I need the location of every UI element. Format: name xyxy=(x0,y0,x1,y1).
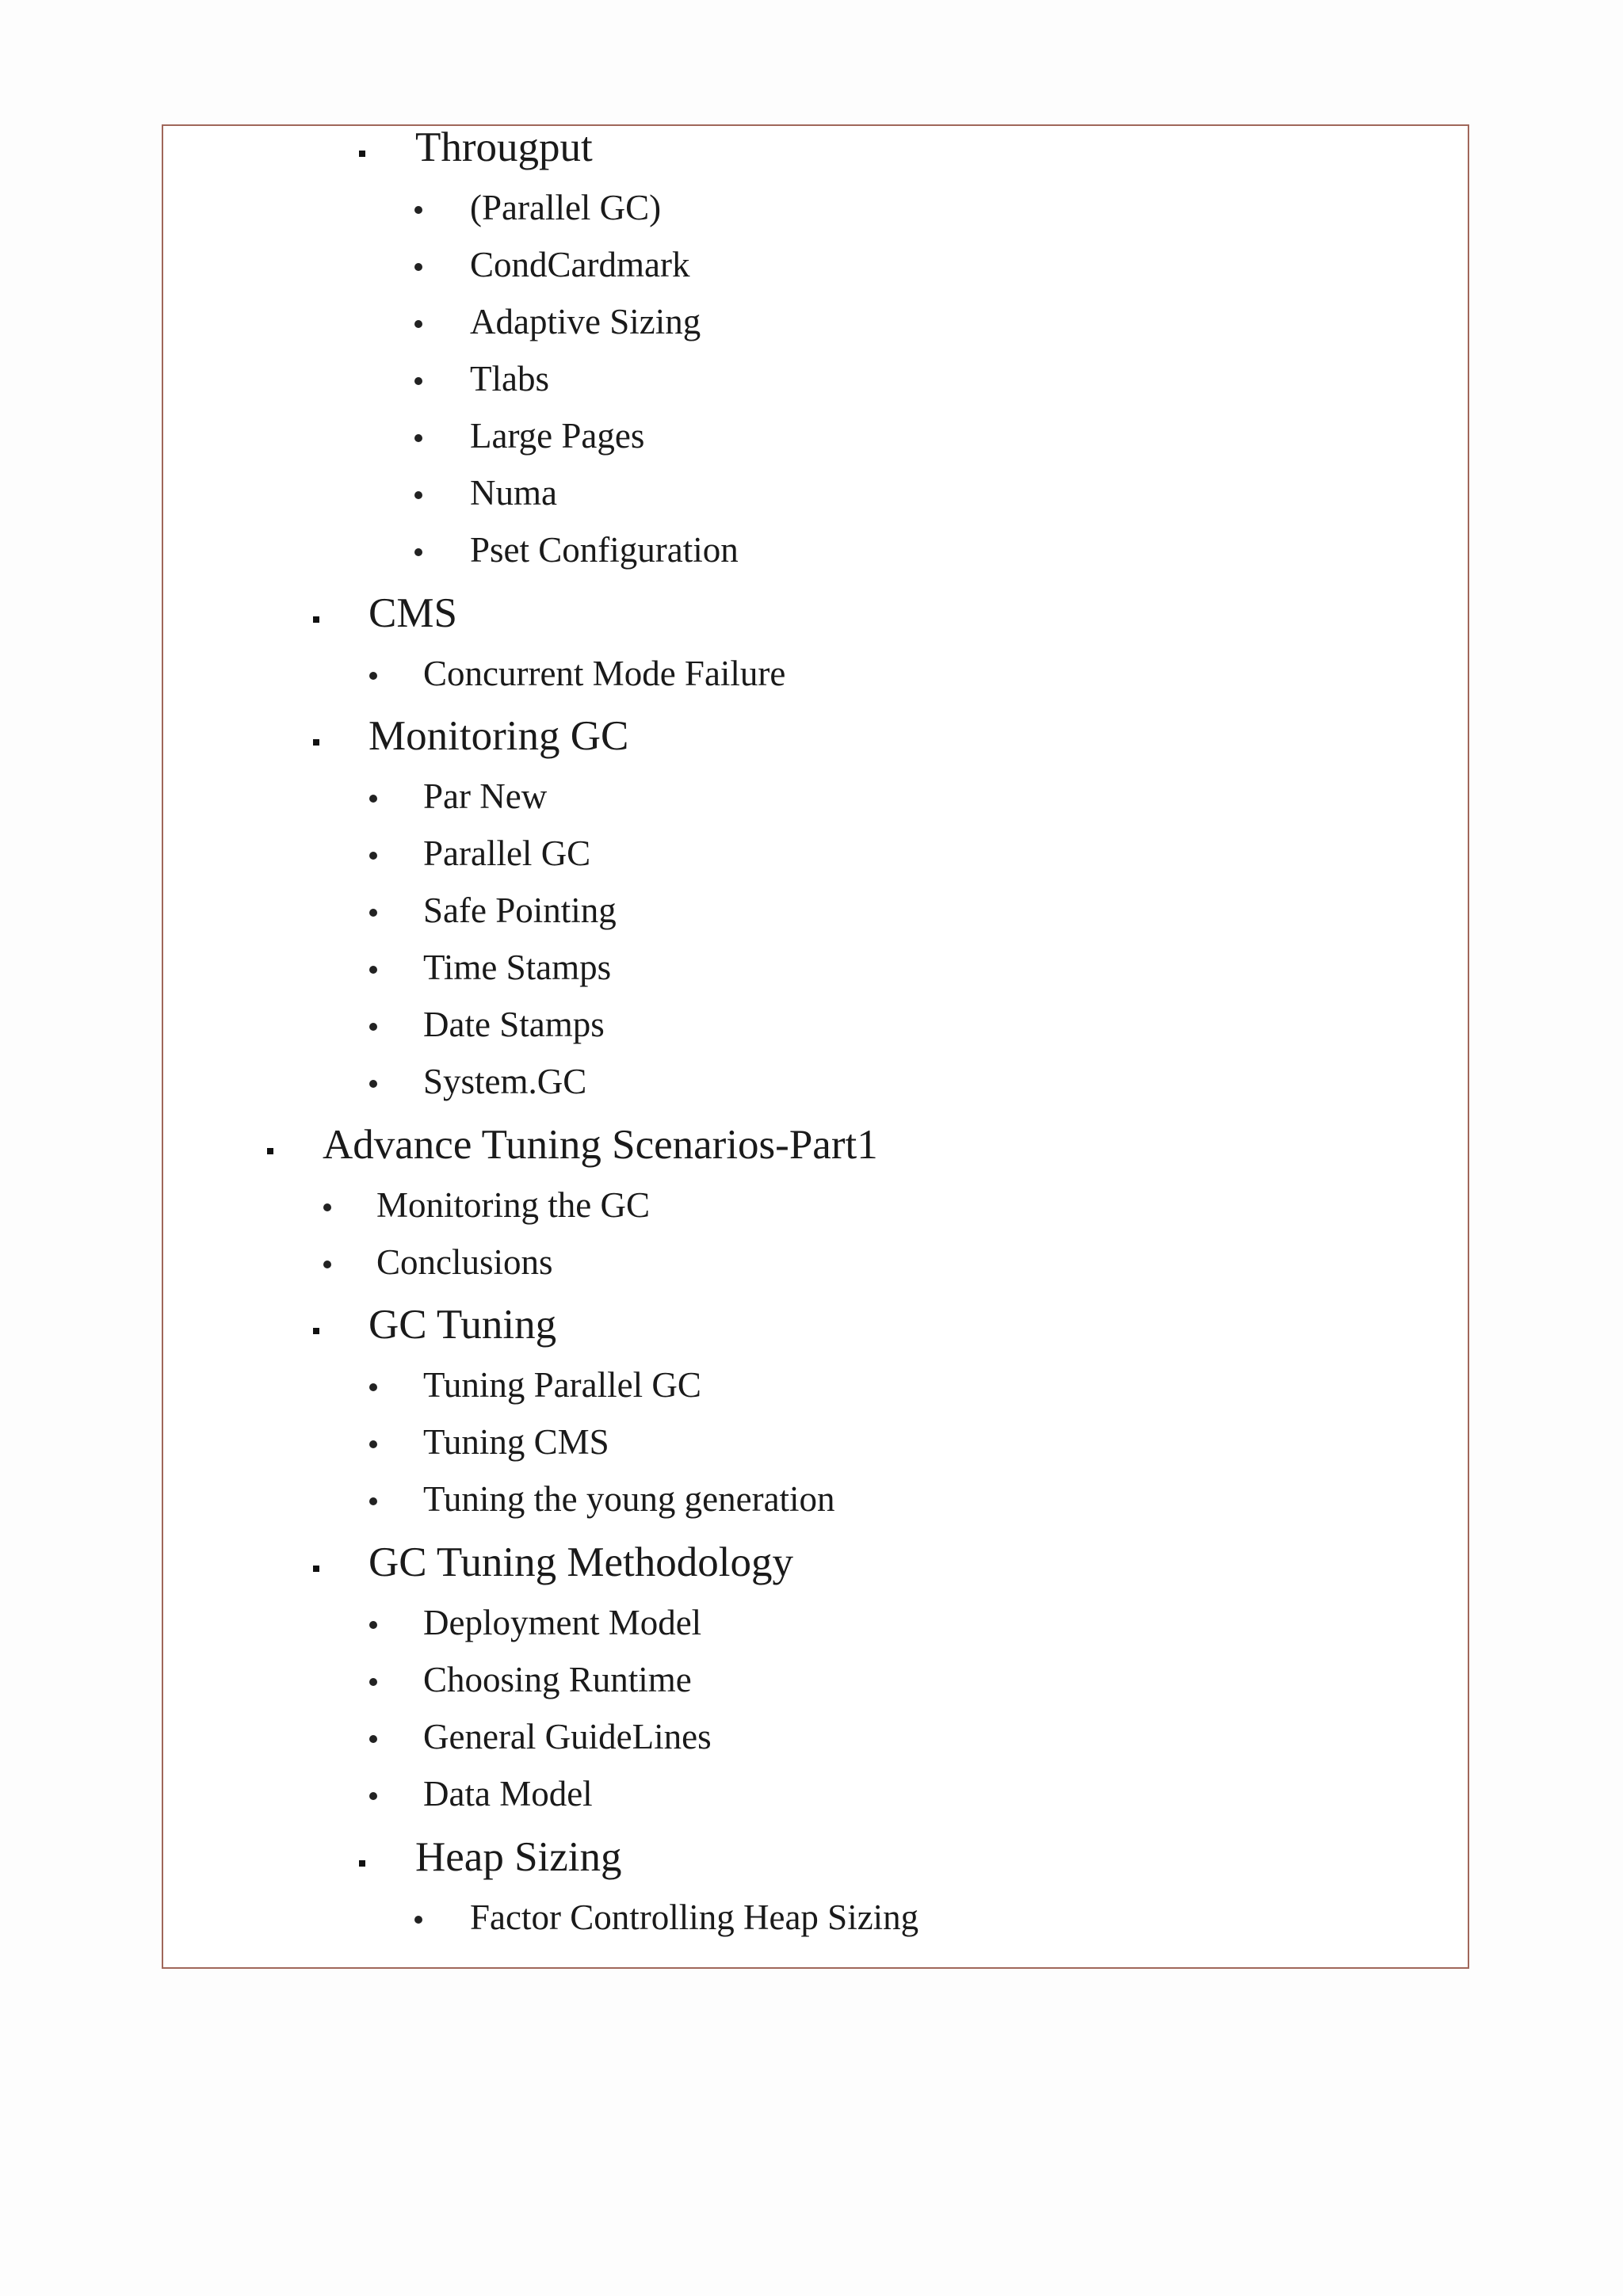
round-bullet-icon xyxy=(414,548,422,556)
round-bullet-icon xyxy=(369,852,377,860)
round-bullet-icon xyxy=(369,1678,377,1686)
round-bullet-icon xyxy=(323,1203,331,1211)
round-bullet-icon xyxy=(369,1080,377,1088)
square-bullet-icon xyxy=(359,1860,365,1867)
round-bullet-icon xyxy=(369,966,377,974)
square-bullet-icon xyxy=(313,1328,319,1334)
round-bullet-icon xyxy=(369,1735,377,1743)
square-bullet-icon xyxy=(313,739,319,746)
page-frame xyxy=(162,124,1469,1969)
round-bullet-icon xyxy=(369,1383,377,1391)
square-bullet-icon xyxy=(359,151,365,157)
round-bullet-icon xyxy=(369,795,377,803)
round-bullet-icon xyxy=(369,1023,377,1031)
square-bullet-icon xyxy=(313,1566,319,1572)
round-bullet-icon xyxy=(369,672,377,680)
round-bullet-icon xyxy=(414,434,422,442)
square-bullet-icon xyxy=(267,1148,273,1154)
round-bullet-icon xyxy=(369,909,377,917)
round-bullet-icon xyxy=(369,1792,377,1800)
round-bullet-icon xyxy=(369,1497,377,1505)
round-bullet-icon xyxy=(414,1916,422,1924)
round-bullet-icon xyxy=(414,263,422,271)
round-bullet-icon xyxy=(414,320,422,328)
round-bullet-icon xyxy=(323,1261,331,1268)
round-bullet-icon xyxy=(414,491,422,499)
square-bullet-icon xyxy=(313,616,319,623)
round-bullet-icon xyxy=(414,377,422,385)
round-bullet-icon xyxy=(369,1440,377,1448)
round-bullet-icon xyxy=(369,1621,377,1629)
round-bullet-icon xyxy=(414,206,422,214)
